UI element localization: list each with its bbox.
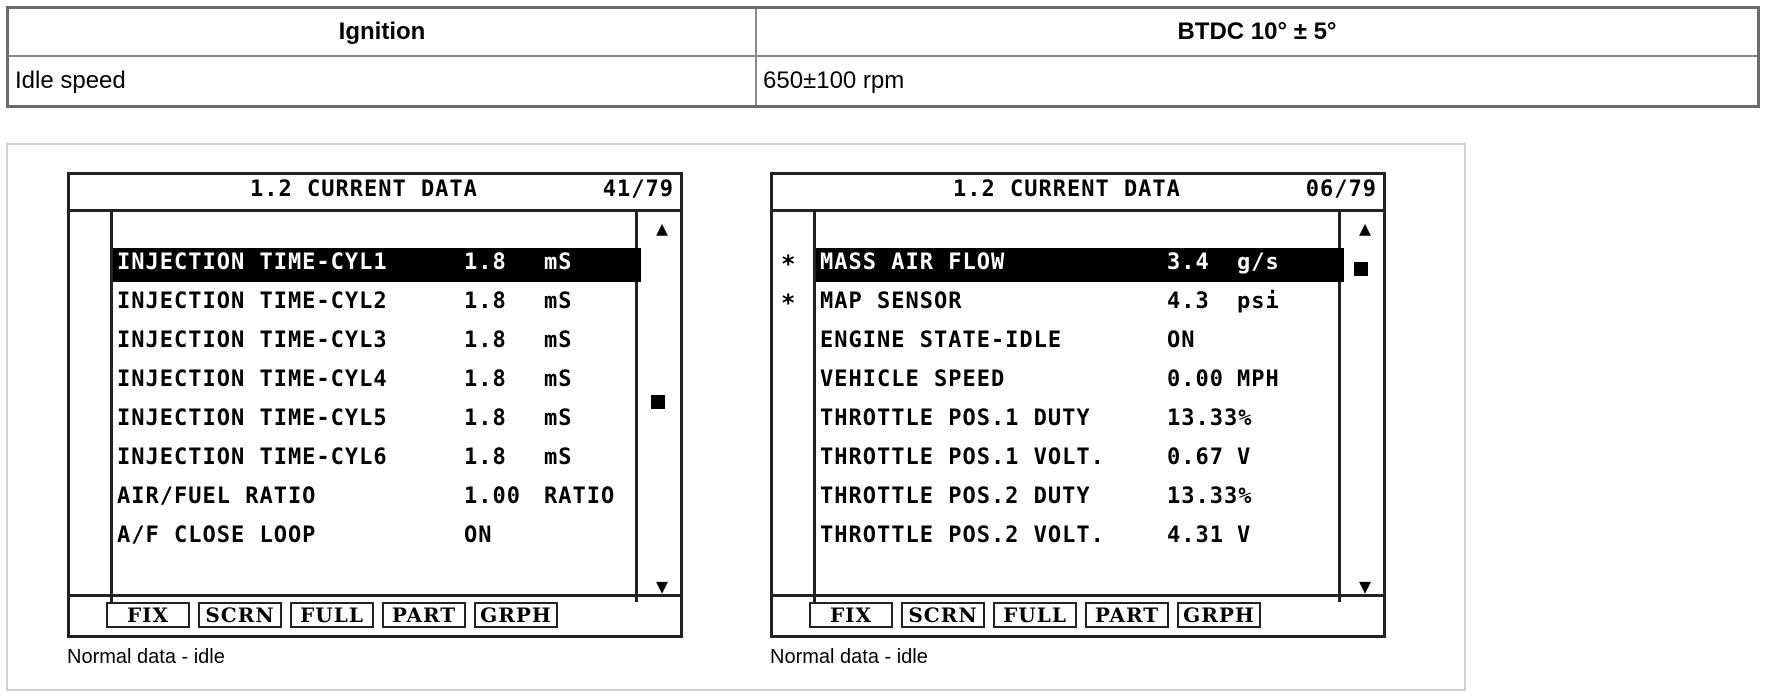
data-row[interactable] <box>816 287 1344 321</box>
selected-marker-icon: * <box>781 250 796 278</box>
function-key-scrn-button[interactable]: SCRN <box>901 602 985 628</box>
function-key-full-button[interactable]: FULL <box>290 602 374 628</box>
data-row-label: VEHICLE SPEED <box>820 367 1006 392</box>
data-row-unit: V <box>1237 523 1252 548</box>
spec-header-ignition: Ignition <box>8 8 757 56</box>
data-row-value: 1.8 <box>464 250 507 275</box>
data-row-value: 1.8 <box>464 445 507 470</box>
data-row-unit: mS <box>544 406 573 431</box>
data-row-label: THROTTLE POS.1 VOLT. <box>820 445 1105 470</box>
data-row-label: MASS AIR FLOW <box>820 250 1006 275</box>
data-row-value: ON <box>464 523 493 548</box>
data-row-value: 0.00 <box>1167 367 1224 392</box>
selected-marker-icon: * <box>781 289 796 317</box>
data-row-label: AIR/FUEL RATIO <box>117 484 317 509</box>
function-key-bar <box>70 594 680 635</box>
function-key-fix-button[interactable]: FIX <box>809 602 893 628</box>
screen-title: 1.2 CURRENT DATA <box>953 177 1181 202</box>
scan-tool-screen-right <box>770 172 1386 638</box>
data-row[interactable] <box>113 443 641 477</box>
data-row[interactable] <box>113 482 641 516</box>
scroll-thumb[interactable] <box>1354 262 1368 276</box>
data-row-value: 4.3 <box>1167 289 1210 314</box>
data-row-unit: V <box>1237 445 1252 470</box>
spec-row-idle-speed <box>8 56 1759 107</box>
data-row-label: MAP SENSOR <box>820 289 963 314</box>
data-row-unit: MPH <box>1237 367 1280 392</box>
data-row-value: 1.8 <box>464 328 507 353</box>
data-row-value: 1.8 <box>464 406 507 431</box>
spec-table <box>6 6 1760 108</box>
screen-title-bar <box>773 175 1383 212</box>
data-row-label: INJECTION TIME-CYL5 <box>117 406 388 431</box>
data-row-value: 1.8 <box>464 367 507 392</box>
data-row[interactable] <box>816 521 1344 555</box>
screen-data-list <box>70 212 680 602</box>
data-row[interactable] <box>816 326 1344 360</box>
data-row-label: THROTTLE POS.2 VOLT. <box>820 523 1105 548</box>
spec-header-ignition-value: BTDC 10° ± 5° <box>756 8 1759 56</box>
spec-idle-speed-value: 650±100 rpm <box>756 56 1759 107</box>
data-row-unit: mS <box>544 250 573 275</box>
data-row-label: INJECTION TIME-CYL4 <box>117 367 388 392</box>
data-row-value: 1.8 <box>464 289 507 314</box>
data-row-label: THROTTLE POS.1 DUTY <box>820 406 1091 431</box>
data-row[interactable] <box>113 326 641 360</box>
scan-tool-screen-left <box>67 172 683 638</box>
scroll-down-arrow-icon[interactable]: ▼ <box>655 574 668 598</box>
data-row[interactable] <box>113 365 641 399</box>
data-row[interactable] <box>113 287 641 321</box>
scroll-up-arrow-icon[interactable]: ▲ <box>1358 216 1371 240</box>
data-row[interactable] <box>816 482 1344 516</box>
screen-title-bar <box>70 175 680 212</box>
function-key-bar <box>773 594 1383 635</box>
data-row[interactable] <box>113 404 641 438</box>
data-row[interactable] <box>816 365 1344 399</box>
data-row[interactable] <box>816 404 1344 438</box>
function-key-scrn-button[interactable]: SCRN <box>198 602 282 628</box>
spec-header-row <box>8 8 1759 56</box>
data-row-value: 13.33% <box>1167 484 1253 509</box>
function-key-fix-button[interactable]: FIX <box>106 602 190 628</box>
data-row[interactable] <box>816 443 1344 477</box>
screen-title: 1.2 CURRENT DATA <box>250 177 478 202</box>
data-row[interactable] <box>816 248 1344 282</box>
data-row-unit: mS <box>544 445 573 470</box>
function-key-full-button[interactable]: FULL <box>993 602 1077 628</box>
data-row-label: INJECTION TIME-CYL3 <box>117 328 388 353</box>
screen-data-list <box>773 212 1383 602</box>
data-row-unit: mS <box>544 367 573 392</box>
data-row-unit: psi <box>1237 289 1280 314</box>
scroll-up-arrow-icon[interactable]: ▲ <box>655 216 668 240</box>
data-row-label: INJECTION TIME-CYL1 <box>117 250 388 275</box>
data-row-unit: mS <box>544 289 573 314</box>
data-row-label: A/F CLOSE LOOP <box>117 523 317 548</box>
function-key-grph-button[interactable]: GRPH <box>1177 602 1261 628</box>
data-row-label: THROTTLE POS.2 DUTY <box>820 484 1091 509</box>
function-key-part-button[interactable]: PART <box>1085 602 1169 628</box>
function-key-part-button[interactable]: PART <box>382 602 466 628</box>
screen-caption-left: Normal data - idle <box>67 646 225 668</box>
data-row[interactable] <box>113 248 641 282</box>
screen-caption-right: Normal data - idle <box>770 646 928 668</box>
scroll-down-arrow-icon[interactable]: ▼ <box>1358 574 1371 598</box>
screen-page-counter: 06/79 <box>1305 177 1377 202</box>
screen-page-counter: 41/79 <box>602 177 674 202</box>
function-key-grph-button[interactable]: GRPH <box>474 602 558 628</box>
data-row-label: INJECTION TIME-CYL6 <box>117 445 388 470</box>
data-row-value: 4.31 <box>1167 523 1224 548</box>
data-row-value: 3.4 <box>1167 250 1210 275</box>
data-row-unit: RATIO <box>544 484 616 509</box>
data-row-unit: mS <box>544 328 573 353</box>
data-row-value: ON <box>1167 328 1196 353</box>
data-row-value: 1.00 <box>464 484 521 509</box>
spec-idle-speed-label: Idle speed <box>8 56 757 107</box>
data-row-label: ENGINE STATE-IDLE <box>820 328 1063 353</box>
scroll-thumb[interactable] <box>651 395 665 409</box>
data-row-value: 13.33% <box>1167 406 1253 431</box>
data-row-label: INJECTION TIME-CYL2 <box>117 289 388 314</box>
data-row[interactable] <box>113 521 641 555</box>
data-row-value: 0.67 <box>1167 445 1224 470</box>
data-row-unit: g/s <box>1237 250 1280 275</box>
